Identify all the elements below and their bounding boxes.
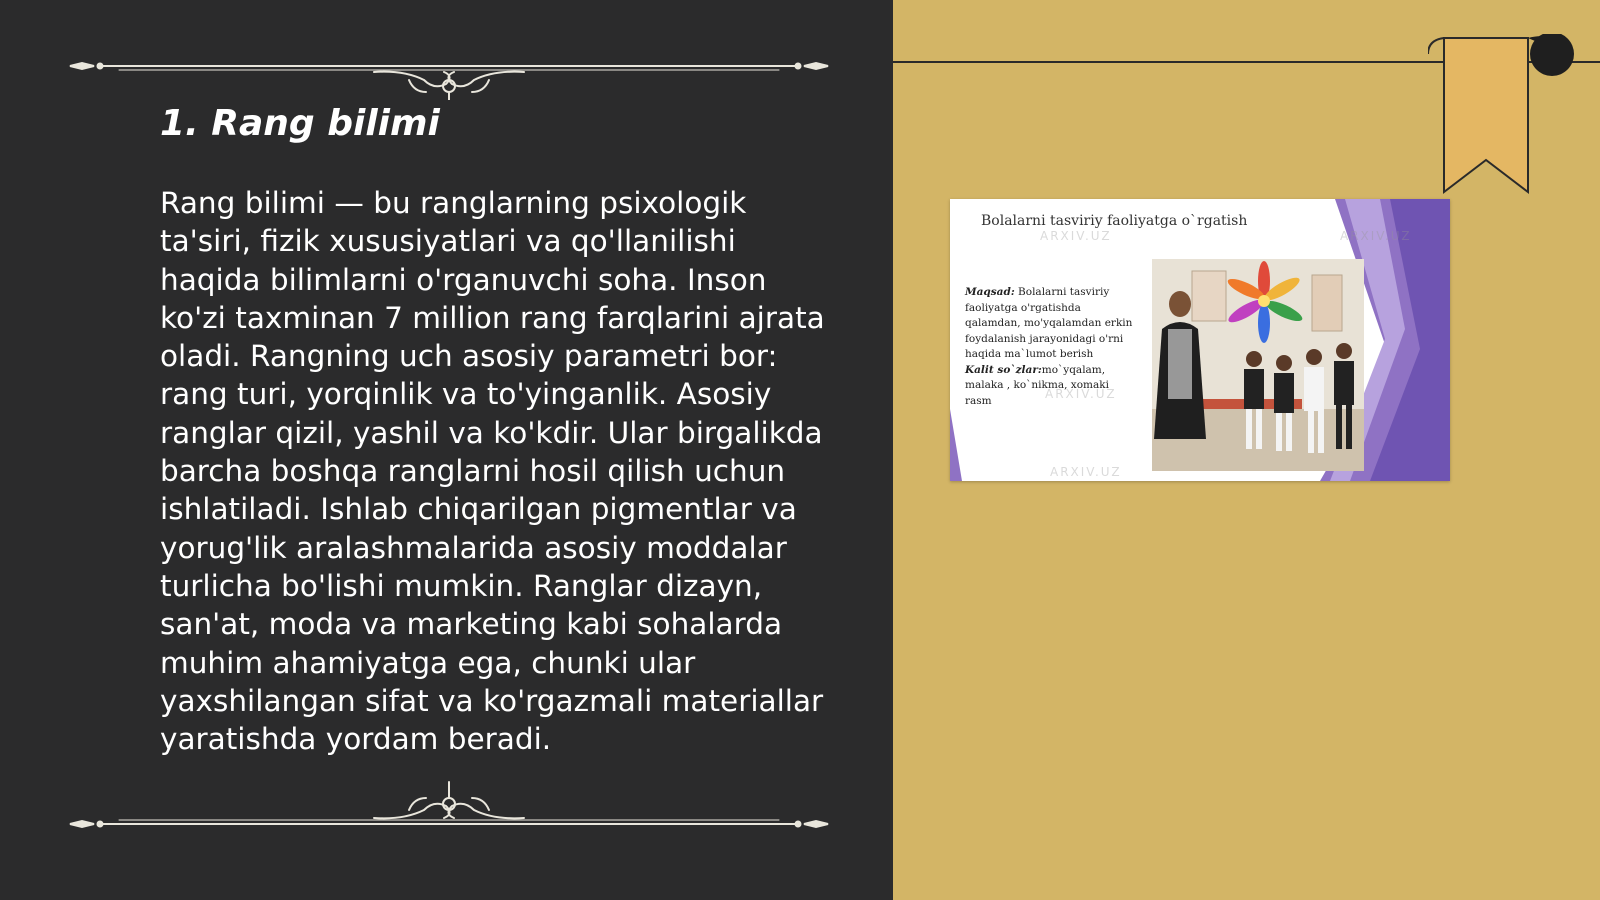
ornament-divider-icon [64, 40, 834, 100]
embedded-slide-text [965, 285, 1135, 409]
watermark: ARXIV.UZ [1040, 229, 1112, 243]
kalit-text: mo`yqalam, malaka , ko`nikma, xomaki rasm [965, 363, 1109, 407]
maqsad-text: Bolalarni tasviriy faoliyatga o'rgatishda qalamdan, mo'yqalamdan erkin foydalanish jarayonidagi o'rni haqida ma`lumot berish [965, 286, 1133, 360]
kalit-label: Kalit so`zlar: [965, 363, 1042, 376]
watermark: ARXIV.UZ [1045, 387, 1117, 401]
embedded-slide-title: Bolalarni tasviriy faoliyatga o`rgatish [981, 213, 1248, 229]
slide-title: 1. Rang bilimi [160, 103, 440, 144]
watermark: ARXIV.UZ [1340, 229, 1412, 243]
maqsad-label: Maqsad: [965, 286, 1015, 298]
bookmark-icon [1428, 34, 1600, 204]
slide-body-text: Rang bilimi — bu ranglarning psixologik ta'siri, fizik xususiyatlari va qo'llanilishi haqida bilimlarni o'rganuvchi soha. Inson ko'zi taxminan 7 million rang farqlarini ajrata oladi. Rangning uch asosiy parametri bor: rang turi, yorqinlik va to'yinganlik. Asosiy ranglar qizil, yashil va ko'kdir. Ular birgalikda barcha boshqa ranglarni hosil qilish uchun ishlatiladi. Ishlab chiqarilgan pigmentlar va yorug'lik aralashmalarida asosiy moddalar turlicha bo'lishi mumkin. Ranglar dizayn, san'at, moda va marketing kabi sohalarda muhim ahamiyatga ega, chunki ular yaxshilangan sifat va ko'rgazmali materiallar yaratishda yordam beradi. [160, 186, 825, 757]
ornament-divider-icon [64, 770, 834, 830]
watermark: ARXIV.UZ [1050, 465, 1122, 479]
classroom-photo [1152, 259, 1364, 471]
embedded-slide-image [950, 199, 1450, 481]
